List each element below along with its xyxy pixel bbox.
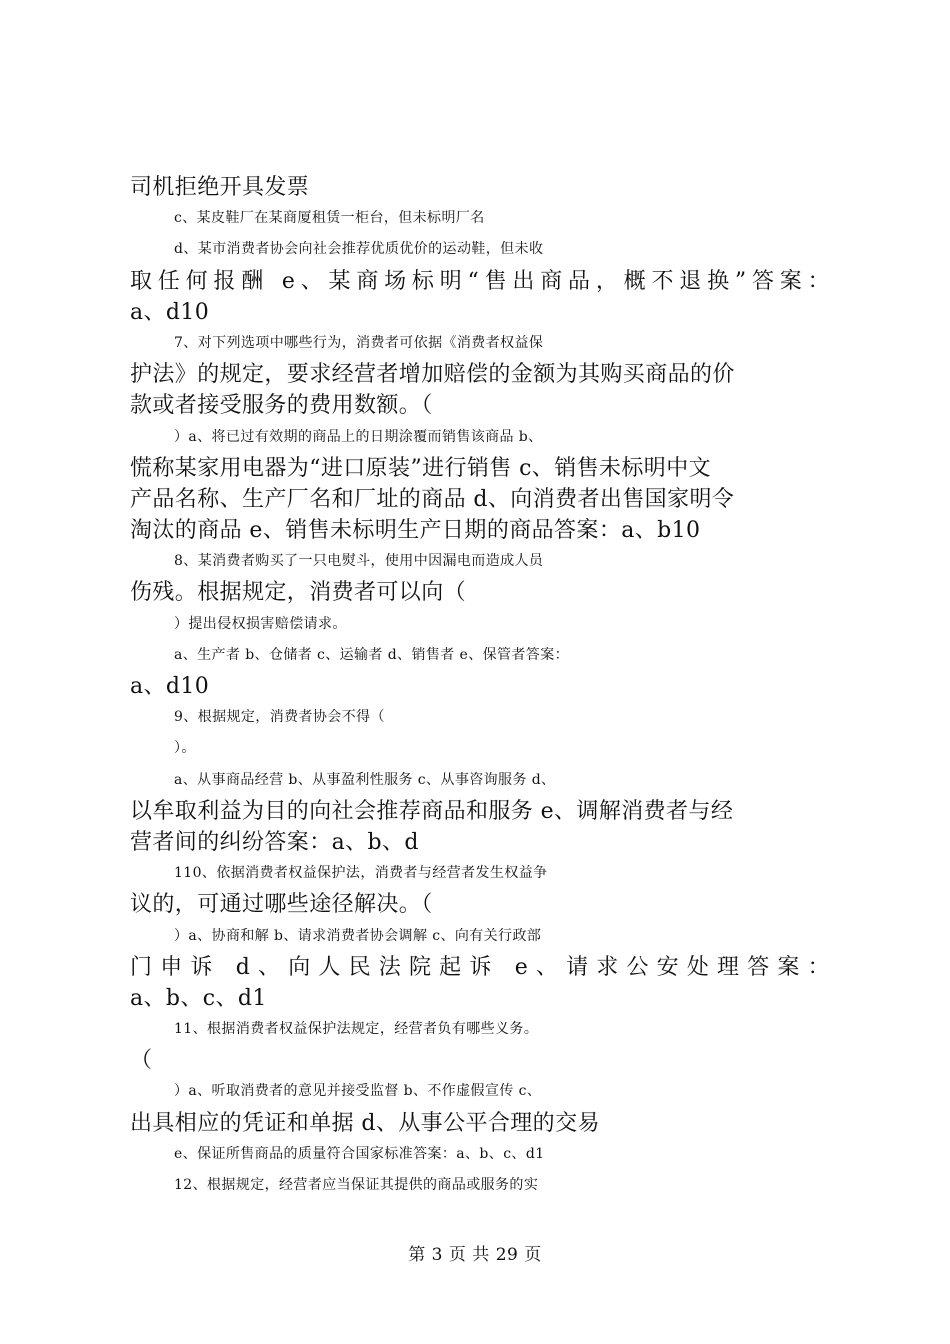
text-line: 司机拒绝开具发票 <box>130 175 310 200</box>
text-line: ）。 <box>174 740 196 757</box>
text-line: a、生产者 b、仓储者 c、运输者 d、销售者 e、保管者答案： <box>174 646 569 663</box>
text-line: 伤残。根据规定，消费者可以向（ <box>130 580 467 606</box>
text-line: 8、某消费者购买了一只电熨斗，使用中因漏电而造成人员 <box>174 553 544 570</box>
text-line: ）a、将已过有效期的商品上的日期涂覆而销售该商品 b、 <box>174 428 543 445</box>
text-line: 慌称某家用电器为“进口原装”进行销售 c、销售未标明中文 <box>130 455 712 481</box>
text-line: 取任何报酬 e、某商场标明“售出商品，概不退换”答案： <box>130 268 830 294</box>
text-line: （ <box>130 1048 153 1074</box>
text-line: 淘汰的商品 e、销售未标明生产日期的商品答案：a、b10 <box>130 518 701 544</box>
text-line: 营者间的纠纷答案：a、b、d <box>130 829 419 855</box>
text-line: a、d10 <box>130 299 210 325</box>
text-line: 护法》的规定，要求经营者增加赔偿的金额为其购买商品的价 <box>130 362 735 388</box>
text-line: 110、依据消费者权益保护法，消费者与经营者发生权益争 <box>174 865 548 882</box>
text-line: a、从事商品经营 b、从事盈利性服务 c、从事咨询服务 d、 <box>174 771 556 788</box>
text-line: 以牟取利益为目的向社会推荐商品和服务 e、调解消费者与经 <box>130 798 734 824</box>
text-line: 款或者接受服务的费用数额。（ <box>130 393 433 419</box>
text-line: 产品名称、生产厂名和厂址的商品 d、向消费者出售国家明令 <box>130 486 735 512</box>
text-line: 12、根据规定，经营者应当保证其提供的商品或服务的实 <box>174 1177 539 1193</box>
text-line: 议的，可通过哪些途径解决。（ <box>130 892 433 918</box>
page-number-footer: 第 3 页 共 29 页 <box>408 1245 542 1265</box>
text-line: 7、对下列选项中哪些行为，消费者可依据《消费者权益保 <box>174 334 544 351</box>
text-line: 11、根据消费者权益保护法规定，经营者负有哪些义务。 <box>174 1021 539 1038</box>
text-line: d、某市消费者协会向社会推荐优质优价的运动鞋，但未收 <box>174 241 544 258</box>
text-line: c、某皮鞋厂在某商厦租赁一柜台，但未标明厂名 <box>174 210 485 227</box>
text-line: 门申诉 d、向人民法院起诉 e、请求公安处理答案： <box>130 954 830 980</box>
text-line: ）a、听取消费者的意见并接受监督 b、不作虚假宣传 c、 <box>174 1083 542 1100</box>
text-line: 出具相应的凭证和单据 d、从事公平合理的交易 <box>130 1110 600 1136</box>
text-line: a、d10 <box>130 674 210 699</box>
text-line: e、保证所售商品的质量符合国家标准答案：a、b、c、d1 <box>174 1145 545 1162</box>
text-line: 9、根据规定，消费者协会不得（ <box>174 709 385 726</box>
text-line: a、b、c、d1 <box>130 985 267 1011</box>
text-line: ）a、协商和解 b、请求消费者协会调解 c、向有关行政部 <box>174 927 542 944</box>
text-line: ）提出侵权损害赔偿请求。 <box>174 615 347 632</box>
document-body <box>130 172 830 1201</box>
